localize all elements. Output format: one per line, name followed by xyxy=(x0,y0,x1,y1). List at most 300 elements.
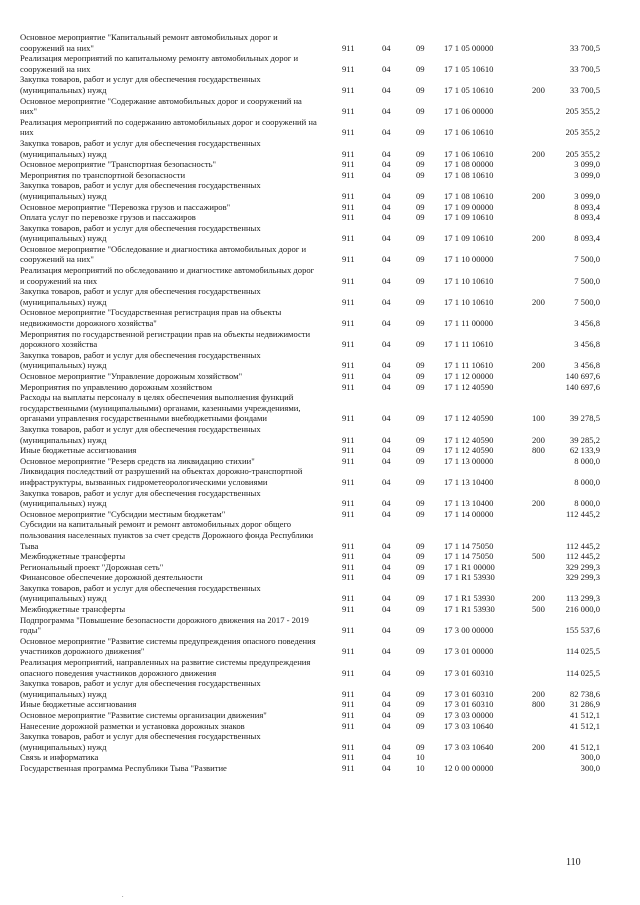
amount: 41 512,1 xyxy=(569,741,600,752)
expense-type-code: 200 xyxy=(532,593,545,604)
target-article-code: 17 1 08 10610 xyxy=(444,169,494,180)
amount: 41 512,1 xyxy=(569,720,600,731)
target-article-code: 17 3 01 60310 xyxy=(444,667,494,678)
target-article-code: 17 1 12 00000 xyxy=(444,371,494,381)
amount: 329 299,3 xyxy=(565,561,600,572)
target-article-code: 17 1 R1 53930 xyxy=(444,593,495,604)
row-name: Мероприятия по государственной регистрации прав на объекты недвижимости дорожного хозяйства xyxy=(20,328,311,350)
expense-type-code: 800 xyxy=(532,699,545,710)
section-code: 04 xyxy=(382,127,391,138)
target-article-code: 17 1 10 00000 xyxy=(444,254,494,265)
row-name: Связь и информатика xyxy=(20,752,99,763)
row-name: Основное мероприятие "Капитальный ремонт автомобильных дорог и сооружений на них" xyxy=(20,32,278,53)
row-name: Основное мероприятие "Обследование и диагностика автомобильных дорог и сооружений на них" xyxy=(20,243,307,265)
amount: 140 697,6 xyxy=(565,371,600,381)
row-name: Финансовое обеспечение дорожной деятельности xyxy=(20,572,203,583)
subsection-code: 09 xyxy=(416,434,425,445)
table-row xyxy=(20,32,620,53)
target-article-code: 17 1 14 00000 xyxy=(444,508,494,519)
section-code: 04 xyxy=(382,84,391,95)
section-code: 04 xyxy=(382,318,391,329)
amount: 216 000,0 xyxy=(565,604,600,615)
table-row xyxy=(20,445,620,456)
table-row xyxy=(20,562,620,573)
section-code: 04 xyxy=(382,593,391,604)
subsection-code: 09 xyxy=(416,667,425,678)
subsection-code: 09 xyxy=(416,106,425,117)
row-name: Государственная программа Республики Тыва "Развитие xyxy=(20,762,227,773)
target-article-code: 17 1 10 10610 xyxy=(444,296,494,307)
subsection-code: 09 xyxy=(416,688,425,699)
target-article-code: 17 3 01 00000 xyxy=(444,646,494,657)
table-row xyxy=(20,170,620,181)
ministry-code: 911 xyxy=(342,498,355,509)
table-row xyxy=(20,74,620,95)
subsection-code: 09 xyxy=(416,360,425,371)
table-row xyxy=(20,519,620,551)
section-code: 04 xyxy=(382,646,391,657)
amount: 7 500,0 xyxy=(574,254,600,265)
target-article-code: 17 1 06 10610 xyxy=(444,127,494,138)
ministry-code: 911 xyxy=(342,127,355,138)
section-code: 04 xyxy=(382,360,391,371)
target-article-code: 17 3 00 00000 xyxy=(444,625,494,636)
subsection-code: 09 xyxy=(416,551,425,562)
amount: 7 500,0 xyxy=(574,275,600,286)
subsection-code: 09 xyxy=(416,741,425,752)
amount: 33 700,5 xyxy=(569,42,600,53)
target-article-code: 17 1 R1 00000 xyxy=(444,561,495,572)
amount: 8 093,4 xyxy=(574,201,600,212)
section-code: 04 xyxy=(382,455,391,466)
amount: 3 456,8 xyxy=(574,339,600,350)
row-name: Закупка товаров, работ и услуг для обеспечения государственных (муниципальных) нужд xyxy=(20,74,261,95)
target-article-code: 17 1 08 10610 xyxy=(444,190,494,201)
table-row xyxy=(20,202,620,213)
target-article-code: 17 1 14 75050 xyxy=(444,540,494,551)
ministry-code: 911 xyxy=(342,212,355,223)
ministry-code: 911 xyxy=(342,339,355,350)
subsection-code: 09 xyxy=(416,604,425,615)
row-name: Мероприятия по транспортной безопасности xyxy=(20,169,186,180)
target-article-code: 17 1 12 40590 xyxy=(444,434,494,445)
target-article-code: 17 3 03 10640 xyxy=(444,720,494,731)
row-name: Закупка товаров, работ и услуг для обеспечения государственных (муниципальных) нужд xyxy=(20,423,261,445)
target-article-code: 17 1 14 75050 xyxy=(444,551,494,562)
amount: 300,0 xyxy=(580,762,600,773)
ministry-code: 911 xyxy=(342,540,355,551)
table-row xyxy=(20,657,620,678)
section-code: 04 xyxy=(382,710,391,720)
section-code: 04 xyxy=(382,498,391,509)
section-code: 04 xyxy=(382,201,391,212)
subsection-code: 09 xyxy=(416,710,425,720)
amount: 82 738,6 xyxy=(569,688,600,699)
table-row xyxy=(20,382,620,393)
ministry-code: 911 xyxy=(342,455,355,466)
table-row xyxy=(20,710,620,721)
section-code: 04 xyxy=(382,275,391,286)
ministry-code: 911 xyxy=(342,63,355,74)
table-row xyxy=(20,721,620,732)
table-row xyxy=(20,424,620,445)
budget-table xyxy=(20,32,620,774)
ministry-code: 911 xyxy=(342,254,355,265)
section-code: 04 xyxy=(382,604,391,615)
expense-type-code: 800 xyxy=(532,445,545,456)
amount: 300,0 xyxy=(580,752,600,763)
subsection-code: 09 xyxy=(416,498,425,509)
expense-type-code: 200 xyxy=(532,190,545,201)
table-row xyxy=(20,456,620,467)
target-article-code: 17 1 12 40590 xyxy=(444,381,494,392)
subsection-code: 10 xyxy=(416,762,425,773)
section-code: 04 xyxy=(382,381,391,392)
ministry-code: 911 xyxy=(342,233,355,244)
subsection-code: 09 xyxy=(416,572,425,583)
table-row xyxy=(20,752,620,763)
section-code: 04 xyxy=(382,762,391,773)
table-row xyxy=(20,699,620,710)
target-article-code: 17 1 R1 53930 xyxy=(444,604,495,615)
section-code: 04 xyxy=(382,445,391,456)
section-code: 04 xyxy=(382,741,391,752)
subsection-code: 09 xyxy=(416,275,425,286)
section-code: 04 xyxy=(382,159,391,170)
target-article-code: 17 1 12 40590 xyxy=(444,445,494,456)
subsection-code: 09 xyxy=(416,371,425,381)
subsection-code: 09 xyxy=(416,84,425,95)
ministry-code: 911 xyxy=(342,190,355,201)
ministry-code: 911 xyxy=(342,445,355,456)
ministry-code: 911 xyxy=(342,762,355,773)
table-row xyxy=(20,117,620,138)
amount: 155 537,6 xyxy=(565,625,600,636)
section-code: 04 xyxy=(382,508,391,519)
section-code: 04 xyxy=(382,720,391,731)
subsection-code: 09 xyxy=(416,148,425,159)
subsection-code: 09 xyxy=(416,720,425,731)
section-code: 04 xyxy=(382,434,391,445)
target-article-code: 17 1 05 00000 xyxy=(444,42,494,53)
target-article-code: 17 1 R1 53930 xyxy=(444,572,495,583)
table-row xyxy=(20,731,620,752)
subsection-code: 09 xyxy=(416,127,425,138)
expense-type-code: 200 xyxy=(532,84,545,95)
row-name: Мероприятия по управлению дорожным хозяйством xyxy=(20,381,213,392)
row-name: Реализация мероприятий, направленных на развитие системы предупреждения опасного поведения участников дорожного движения xyxy=(20,657,311,678)
subsection-code: 09 xyxy=(416,646,425,657)
ministry-code: 911 xyxy=(342,148,355,159)
ministry-code: 911 xyxy=(342,752,355,763)
target-article-code: 17 1 13 00000 xyxy=(444,455,494,466)
subsection-code: 09 xyxy=(416,318,425,329)
amount: 3 456,8 xyxy=(574,318,600,329)
amount: 112 445,2 xyxy=(565,508,600,519)
ministry-code: 911 xyxy=(342,275,355,286)
section-code: 04 xyxy=(382,551,391,562)
ministry-code: 911 xyxy=(342,720,355,731)
row-name: Реализация мероприятий по капитальному ремонту автомобильных дорог и сооружений на них xyxy=(20,53,299,74)
subsection-code: 09 xyxy=(416,455,425,466)
section-code: 04 xyxy=(382,752,391,763)
subsection-code: 09 xyxy=(416,339,425,350)
row-name: Межбюджетные трансферты xyxy=(20,551,126,562)
row-name: Иные бюджетные ассигнования xyxy=(20,445,137,456)
table-row xyxy=(20,286,620,307)
section-code: 04 xyxy=(382,371,391,381)
ministry-code: 911 xyxy=(342,625,355,636)
target-article-code: 17 1 10 10610 xyxy=(444,275,494,286)
section-code: 04 xyxy=(382,540,391,551)
subsection-code: 09 xyxy=(416,212,425,223)
target-article-code: 17 3 01 60310 xyxy=(444,688,494,699)
table-row xyxy=(20,392,620,424)
ministry-code: 911 xyxy=(342,42,355,53)
row-name: Закупка товаров, работ и услуг для обеспечения государственных (муниципальных) нужд xyxy=(20,349,261,371)
expense-type-code: 200 xyxy=(532,741,545,752)
row-name: Основное мероприятие "Развитие системы организации движения" xyxy=(20,710,267,720)
ministry-code: 911 xyxy=(342,84,355,95)
amount: 31 286,9 xyxy=(569,699,600,710)
page-number: 110 xyxy=(566,857,581,868)
amount: 205 355,2 xyxy=(565,148,600,159)
expense-type-code: 100 xyxy=(532,413,545,424)
subsection-code: 09 xyxy=(416,63,425,74)
target-article-code: 17 3 03 10640 xyxy=(444,741,494,752)
row-name: Основное мероприятие "Резерв средств на ликвидацию стихии" xyxy=(20,455,255,466)
expense-type-code: 200 xyxy=(532,434,545,445)
table-row xyxy=(20,615,620,636)
section-code: 04 xyxy=(382,106,391,117)
ministry-code: 911 xyxy=(342,371,355,381)
target-article-code: 17 1 11 10610 xyxy=(444,339,494,350)
subsection-code: 09 xyxy=(416,190,425,201)
amount: 39 278,5 xyxy=(569,413,600,424)
amount: 112 445,2 xyxy=(565,540,600,551)
amount: 329 299,3 xyxy=(565,572,600,583)
ministry-code: 911 xyxy=(342,710,355,720)
table-row xyxy=(20,329,620,350)
subsection-code: 09 xyxy=(416,201,425,212)
section-code: 04 xyxy=(382,625,391,636)
footer-mark: . xyxy=(122,893,124,899)
ministry-code: 911 xyxy=(342,434,355,445)
expense-type-code: 200 xyxy=(532,688,545,699)
section-code: 04 xyxy=(382,42,391,53)
ministry-code: 911 xyxy=(342,106,355,117)
row-name: Основное мероприятие "Перевозка грузов и пассажиров" xyxy=(20,201,231,212)
expense-type-code: 200 xyxy=(532,296,545,307)
ministry-code: 911 xyxy=(342,572,355,583)
row-name: Подпрограмма "Повышение безопасности дорожного движения на 2017 - 2019 годы" xyxy=(20,614,309,636)
subsection-code: 09 xyxy=(416,476,425,487)
amount: 8 000,0 xyxy=(574,476,600,487)
amount: 62 133,9 xyxy=(569,445,600,456)
row-name: Основное мероприятие "Содержание автомобильных дорог и сооружений на них" xyxy=(20,95,302,117)
table-row xyxy=(20,551,620,562)
target-article-code: 17 3 01 60310 xyxy=(444,699,494,710)
expense-type-code: 200 xyxy=(532,498,545,509)
amount: 3 099,0 xyxy=(574,190,600,201)
target-article-code: 17 3 03 00000 xyxy=(444,710,494,720)
row-name: Оплата услуг по перевозке грузов и пассажиров xyxy=(20,212,196,223)
target-article-code: 17 1 08 00000 xyxy=(444,159,494,170)
target-article-code: 17 1 13 10400 xyxy=(444,498,494,509)
row-name: Ликвидация последствий от разрушений на объектах дорожно-транспортной инфраструктуры, вызванных гидрометеорологическими условиями xyxy=(20,466,303,487)
row-name: Субсидии на капитальный ремонт и ремонт автомобильных дорог общего пользования населенных пунктов за счет средств Дорожного фонда Республики Тыва xyxy=(20,519,314,551)
row-name: Основное мероприятие "Субсидии местным бюджетам" xyxy=(20,508,226,519)
ministry-code: 911 xyxy=(342,360,355,371)
row-name: Иные бюджетные ассигнования xyxy=(20,699,137,710)
ministry-code: 911 xyxy=(342,159,355,170)
table-row xyxy=(20,223,620,244)
subsection-code: 09 xyxy=(416,413,425,424)
table-row xyxy=(20,350,620,371)
row-name: Реализация мероприятий по содержанию автомобильных дорог и сооружений на них xyxy=(20,116,317,138)
section-code: 04 xyxy=(382,699,391,710)
ministry-code: 911 xyxy=(342,699,355,710)
expense-type-code: 500 xyxy=(532,604,545,615)
subsection-code: 10 xyxy=(416,752,425,763)
ministry-code: 911 xyxy=(342,646,355,657)
amount: 3 099,0 xyxy=(574,169,600,180)
row-name: Основное мероприятие "Управление дорожным хозяйством" xyxy=(20,371,243,381)
target-article-code: 17 1 11 00000 xyxy=(444,318,494,329)
section-code: 04 xyxy=(382,148,391,159)
section-code: 04 xyxy=(382,572,391,583)
ministry-code: 911 xyxy=(342,741,355,752)
section-code: 04 xyxy=(382,476,391,487)
table-row xyxy=(20,53,620,74)
amount: 3 456,8 xyxy=(574,360,600,371)
target-article-code: 17 1 09 10610 xyxy=(444,212,494,223)
table-row xyxy=(20,159,620,170)
amount: 140 697,6 xyxy=(565,381,600,392)
row-name: Нанесение дорожной разметки и установка дорожных знаков xyxy=(20,720,245,731)
subsection-code: 09 xyxy=(416,699,425,710)
section-code: 04 xyxy=(382,169,391,180)
subsection-code: 09 xyxy=(416,381,425,392)
target-article-code: 17 1 06 00000 xyxy=(444,106,494,117)
target-article-code: 17 1 09 10610 xyxy=(444,233,494,244)
row-name: Реализация мероприятий по обследованию и диагностике автомобильных дорог и сооружений на них xyxy=(20,265,315,286)
section-code: 04 xyxy=(382,63,391,74)
table-row xyxy=(20,244,620,265)
row-name: Закупка товаров, работ и услуг для обеспечения государственных (муниципальных) нужд xyxy=(20,731,261,752)
subsection-code: 09 xyxy=(416,540,425,551)
expense-type-code: 200 xyxy=(532,148,545,159)
row-name: Основное мероприятие "Транспортная безопасность" xyxy=(20,159,217,170)
ministry-code: 911 xyxy=(342,201,355,212)
row-name: Закупка товаров, работ и услуг для обеспечения государственных (муниципальных) нужд xyxy=(20,582,261,604)
row-name: Региональный проект "Дорожная сеть" xyxy=(20,561,164,572)
table-row xyxy=(20,572,620,583)
row-name: Основное мероприятие "Государственная регистрация прав на объекты недвижимости дорожного хозяйства" xyxy=(20,307,282,329)
section-code: 04 xyxy=(382,561,391,572)
table-row xyxy=(20,96,620,117)
subsection-code: 09 xyxy=(416,508,425,519)
ministry-code: 911 xyxy=(342,169,355,180)
table-row xyxy=(20,138,620,159)
subsection-code: 09 xyxy=(416,561,425,572)
section-code: 04 xyxy=(382,667,391,678)
subsection-code: 09 xyxy=(416,169,425,180)
amount: 112 445,2 xyxy=(565,551,600,562)
ministry-code: 911 xyxy=(342,476,355,487)
table-row xyxy=(20,636,620,657)
table-row xyxy=(20,212,620,223)
ministry-code: 911 xyxy=(342,593,355,604)
section-code: 04 xyxy=(382,233,391,244)
table-row xyxy=(20,604,620,615)
expense-type-code: 200 xyxy=(532,233,545,244)
table-row xyxy=(20,488,620,509)
target-article-code: 17 1 11 10610 xyxy=(444,360,494,371)
amount: 114 025,5 xyxy=(565,646,600,657)
amount: 113 299,3 xyxy=(565,593,600,604)
subsection-code: 09 xyxy=(416,159,425,170)
row-name: Закупка товаров, работ и услуг для обеспечения государственных (муниципальных) нужд xyxy=(20,137,261,159)
row-name: Закупка товаров, работ и услуг для обеспечения государственных (муниципальных) нужд xyxy=(20,180,261,201)
section-code: 04 xyxy=(382,296,391,307)
subsection-code: 09 xyxy=(416,296,425,307)
row-name: Закупка товаров, работ и услуг для обеспечения государственных (муниципальных) нужд xyxy=(20,222,261,244)
amount: 8 000,0 xyxy=(574,498,600,509)
ministry-code: 911 xyxy=(342,604,355,615)
ministry-code: 911 xyxy=(342,688,355,699)
ministry-code: 911 xyxy=(342,551,355,562)
subsection-code: 09 xyxy=(416,233,425,244)
section-code: 04 xyxy=(382,413,391,424)
section-code: 04 xyxy=(382,688,391,699)
row-name: Закупка товаров, работ и услуг для обеспечения государственных (муниципальных) нужд xyxy=(20,487,261,509)
expense-type-code: 500 xyxy=(532,551,545,562)
ministry-code: 911 xyxy=(342,508,355,519)
table-row xyxy=(20,180,620,201)
amount: 8 000,0 xyxy=(574,455,600,466)
subsection-code: 09 xyxy=(416,42,425,53)
section-code: 04 xyxy=(382,190,391,201)
table-row xyxy=(20,509,620,520)
table-row xyxy=(20,678,620,699)
table-row xyxy=(20,307,620,328)
table-row xyxy=(20,466,620,487)
table-row xyxy=(20,583,620,604)
target-article-code: 17 1 13 10400 xyxy=(444,476,494,487)
amount: 8 093,4 xyxy=(574,212,600,223)
row-name: Расходы на выплаты персоналу в целях обеспечения выполнения функций государственными (муниципальными) органами, казенными учреждениями, органами управления государственными внебюджетными фондами xyxy=(20,392,301,424)
subsection-code: 09 xyxy=(416,625,425,636)
ministry-code: 911 xyxy=(342,381,355,392)
amount: 3 099,0 xyxy=(574,159,600,170)
subsection-code: 09 xyxy=(416,254,425,265)
table-row xyxy=(20,265,620,286)
section-code: 04 xyxy=(382,254,391,265)
amount: 114 025,5 xyxy=(565,667,600,678)
ministry-code: 911 xyxy=(342,561,355,572)
ministry-code: 911 xyxy=(342,667,355,678)
subsection-code: 09 xyxy=(416,445,425,456)
target-article-code: 17 1 12 40590 xyxy=(444,413,494,424)
target-article-code: 17 1 09 00000 xyxy=(444,201,494,212)
amount: 205 355,2 xyxy=(565,127,600,138)
row-name: Закупка товаров, работ и услуг для обеспечения государственных (муниципальных) нужд xyxy=(20,678,261,699)
target-article-code: 17 1 06 10610 xyxy=(444,148,494,159)
amount: 33 700,5 xyxy=(569,63,600,74)
amount: 7 500,0 xyxy=(574,296,600,307)
expense-type-code: 200 xyxy=(532,360,545,371)
